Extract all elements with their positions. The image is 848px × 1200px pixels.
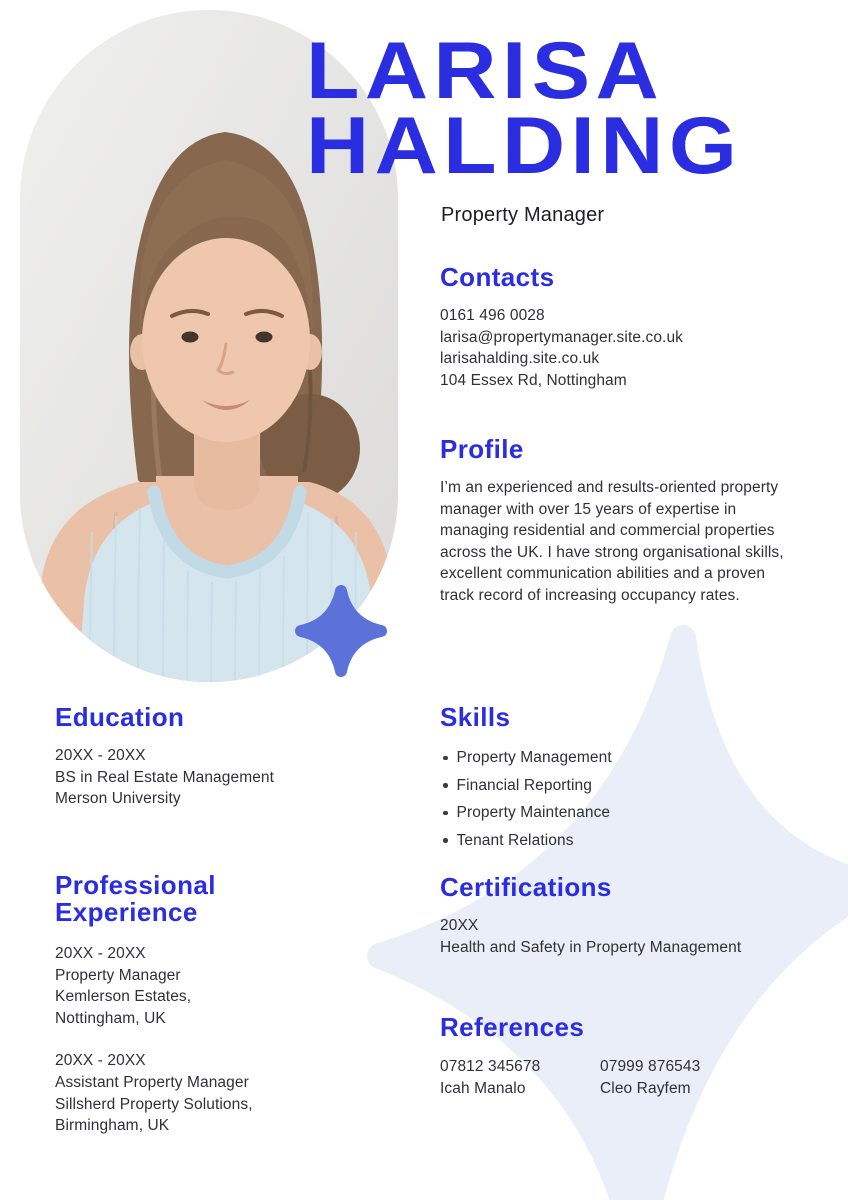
reference-entry — [600, 1056, 760, 1099]
certification-title: Health and Safety in Property Management — [440, 938, 742, 956]
profile-section — [440, 434, 784, 607]
profile-text: I’m an experienced and results-oriented property manager with over 15 years of expertise in managing residential and commercial properties across the UK. I have strong organisational skills, excellent communication abilities and a proven track record of increasing occupancy rates. — [440, 479, 784, 604]
candidate-name-line1: LARISA — [306, 26, 665, 116]
job-period: 20XX - 20XX — [55, 945, 146, 962]
job-company: Kemlerson Estates, — [55, 988, 192, 1006]
skills-section — [440, 702, 810, 857]
job-title: Property Manager — [55, 966, 181, 984]
job-period: 20XX - 20XX — [55, 1052, 146, 1070]
reference-phone: 07812 345678 — [440, 1058, 541, 1075]
job-title: Assistant Property Manager — [55, 1073, 249, 1091]
candidate-name — [306, 26, 743, 191]
certification-year: 20XX — [440, 917, 479, 934]
education-school: Merson University — [55, 790, 181, 808]
certifications-section — [440, 872, 830, 958]
education-period: 20XX - 20XX — [55, 747, 146, 764]
references-section — [440, 1012, 830, 1099]
skill-item — [440, 830, 810, 852]
skill-label: Financial Reporting — [456, 776, 592, 794]
profile-heading: Profile — [440, 434, 524, 464]
reference-name: Icah Manalo — [440, 1079, 526, 1097]
reference-phone: 07999 876543 — [600, 1058, 701, 1075]
experience-heading-line1: Professional — [55, 870, 216, 900]
bullet-dot-icon — [443, 756, 448, 761]
reference-entry — [440, 1056, 600, 1099]
job-title: Property Manager — [441, 204, 605, 226]
bullet-dot-icon — [443, 783, 448, 788]
sparkle-icon — [295, 585, 387, 677]
experience-heading — [55, 872, 395, 926]
reference-name: Cleo Rayfem — [600, 1079, 691, 1097]
skills-heading: Skills — [440, 702, 511, 732]
skill-label: Tenant Relations — [456, 831, 574, 849]
experience-entry — [55, 943, 395, 1029]
skill-item — [440, 775, 810, 797]
contact-website: larisahalding.site.co.uk — [440, 350, 600, 368]
candidate-name-line2: HALDING — [306, 101, 743, 191]
bullet-dot-icon — [443, 838, 448, 843]
education-heading: Education — [55, 702, 185, 732]
skill-label: Property Management — [456, 749, 612, 766]
education-section — [55, 702, 395, 810]
education-degree: BS in Real Estate Management — [55, 768, 275, 786]
job-company: Sillsherd Property Solutions, — [55, 1095, 253, 1113]
references-heading: References — [440, 1012, 585, 1042]
contact-address: 104 Essex Rd, Nottingham — [440, 371, 627, 389]
experience-section — [55, 872, 395, 1137]
experience-entry — [55, 1050, 395, 1136]
contact-phone: 0161 496 0028 — [440, 307, 545, 324]
contacts-heading: Contacts — [440, 262, 555, 292]
skill-label: Property Maintenance — [456, 804, 611, 822]
job-location: Birmingham, UK — [55, 1117, 170, 1135]
bullet-dot-icon — [443, 811, 448, 816]
contact-email: larisa@propertymanager.site.co.uk — [440, 328, 684, 346]
job-location: Nottingham, UK — [55, 1009, 166, 1027]
skill-item — [440, 802, 810, 824]
experience-heading-line2: Experience — [55, 897, 198, 927]
skill-item — [440, 747, 810, 769]
certifications-heading: Certifications — [440, 872, 612, 902]
contacts-section — [440, 262, 810, 391]
